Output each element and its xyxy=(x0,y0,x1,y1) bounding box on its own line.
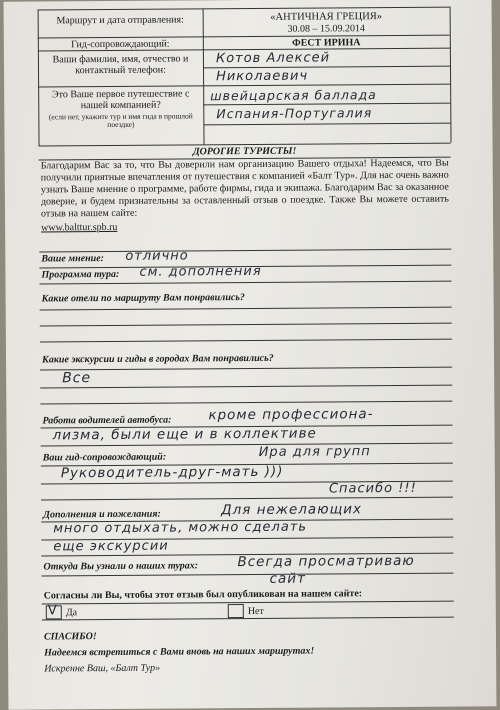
program-value[interactable]: см. дополнения xyxy=(139,263,262,280)
consent-no-checkbox[interactable] xyxy=(228,604,244,618)
consent-label: Согласны ли Вы, чтобы этот отзыв был опубликован на нашем сайте: xyxy=(43,588,363,602)
route-label: Маршрут и дата отправления: xyxy=(56,14,184,27)
check-mark-icon: V xyxy=(47,603,58,619)
row-divider xyxy=(42,617,454,621)
row-divider xyxy=(40,385,452,389)
excursions-value[interactable]: Все xyxy=(62,370,92,387)
contact-label: Ваши фамилия, имя, отчество и контактный телефон: xyxy=(52,53,189,77)
source-value-line-1[interactable]: Всегда просматриваю xyxy=(237,552,415,571)
guide-feedback-line-3[interactable]: Спасибо !!! xyxy=(328,480,417,497)
hotels-label: Какие отели по маршруту Вам понравились? xyxy=(41,292,245,305)
consent-yes-checkbox[interactable] xyxy=(46,605,62,619)
row-divider xyxy=(40,281,452,285)
contact-value-line-1[interactable]: Котов Алексей xyxy=(215,50,331,67)
tour-name: «АНТИЧНАЯ ГРЕЦИЯ» xyxy=(270,11,383,23)
intro-text: Благодарим Вас за то, что Вы доверили нам организацию Вашего отдыха! Надеемся, что Вы получили приятные впечатления от путешествия с компанией «Балт Тур». Для нас очень важно узнать Ваше мнение о программе, работе фирмы, гида и экипажа. Благодарим Вас за оказанное доверие, и будем признательны за оставленный отзыв о поездке. Также Вы можете оставить отзыв на нашем сайте: xyxy=(40,157,449,220)
source-value-line-2[interactable]: сайт xyxy=(269,570,306,587)
guide-label: Гид-сопровождающий: xyxy=(71,38,170,51)
first-trip-value-line-1[interactable]: швейцарская баллада xyxy=(210,87,377,104)
row-divider xyxy=(203,123,450,126)
program-label: Программа тура: xyxy=(41,268,120,281)
table-left-border xyxy=(38,9,40,145)
source-label: Откуда Вы узнали о наших турах: xyxy=(43,560,199,573)
first-trip-label: Это Ваше первое путешествие с нашей компанией? xyxy=(51,88,190,112)
guide-name: ФЕСТ ИРИНА xyxy=(292,37,361,49)
row-divider xyxy=(39,249,451,253)
feedback-form-sheet xyxy=(4,0,497,710)
drivers-value-line-2[interactable]: лизма, были еще и в коллективе xyxy=(52,425,317,444)
row-divider xyxy=(40,401,452,405)
footer-hope: Надеемся встретиться с Вами вновь на наших маршрутах! xyxy=(44,645,315,659)
row-divider xyxy=(41,497,453,501)
row-divider xyxy=(42,601,454,605)
guide-feedback-line-1[interactable]: Ира для групп xyxy=(258,444,371,460)
row-divider xyxy=(42,573,454,577)
wishes-value-line-2[interactable]: много отдыхать, можно сделать xyxy=(53,519,308,537)
opinion-value[interactable]: отлично xyxy=(125,248,189,264)
guide-feedback-line-2[interactable]: Руководитель-друг-мать ))) xyxy=(60,463,284,482)
contact-value-line-2[interactable]: Николаевич xyxy=(216,68,309,85)
footer-signature: Искренне Ваш, «Балт Тур» xyxy=(44,662,161,675)
feedback-form xyxy=(38,7,450,675)
tour-dates: 30.08 – 15.09.2014 xyxy=(287,23,366,35)
excursions-label: Какие экскурсии и гиды в городах Вам понравились? xyxy=(41,352,274,366)
drivers-label: Работа водителей автобуса: xyxy=(42,414,172,427)
site-link[interactable]: www.balttur.spb.ru xyxy=(41,221,118,234)
wishes-label: Дополнения и пожелания: xyxy=(43,508,161,521)
row-divider xyxy=(40,323,452,327)
opinion-label: Ваше мнение: xyxy=(41,253,105,265)
wishes-value-line-3[interactable]: еще экскурсии xyxy=(53,538,169,555)
row-divider xyxy=(41,443,453,447)
first-trip-note: (если нет, укажите тур и имя гида в прошлой поездке) xyxy=(48,111,193,129)
consent-no-label: Нет xyxy=(247,605,264,618)
table-top-border xyxy=(38,7,450,11)
row-divider xyxy=(40,307,452,311)
row-divider xyxy=(40,367,452,371)
consent-yes-label: Да xyxy=(65,607,78,619)
intro-title: ДОРОГИЕ ТУРИСТЫ! xyxy=(192,145,297,158)
footer-thanks: СПАСИБО! xyxy=(43,631,97,643)
guide-feedback-label: Ваш гид-сопровождающий: xyxy=(42,451,167,464)
row-divider xyxy=(38,84,450,88)
wishes-value-line-1[interactable]: Для нежелающих xyxy=(221,501,363,519)
row-divider xyxy=(40,339,452,343)
first-trip-value-line-2[interactable]: Испания-Португалия xyxy=(216,105,373,122)
drivers-value-line-1[interactable]: кроме профессиона- xyxy=(208,406,374,424)
